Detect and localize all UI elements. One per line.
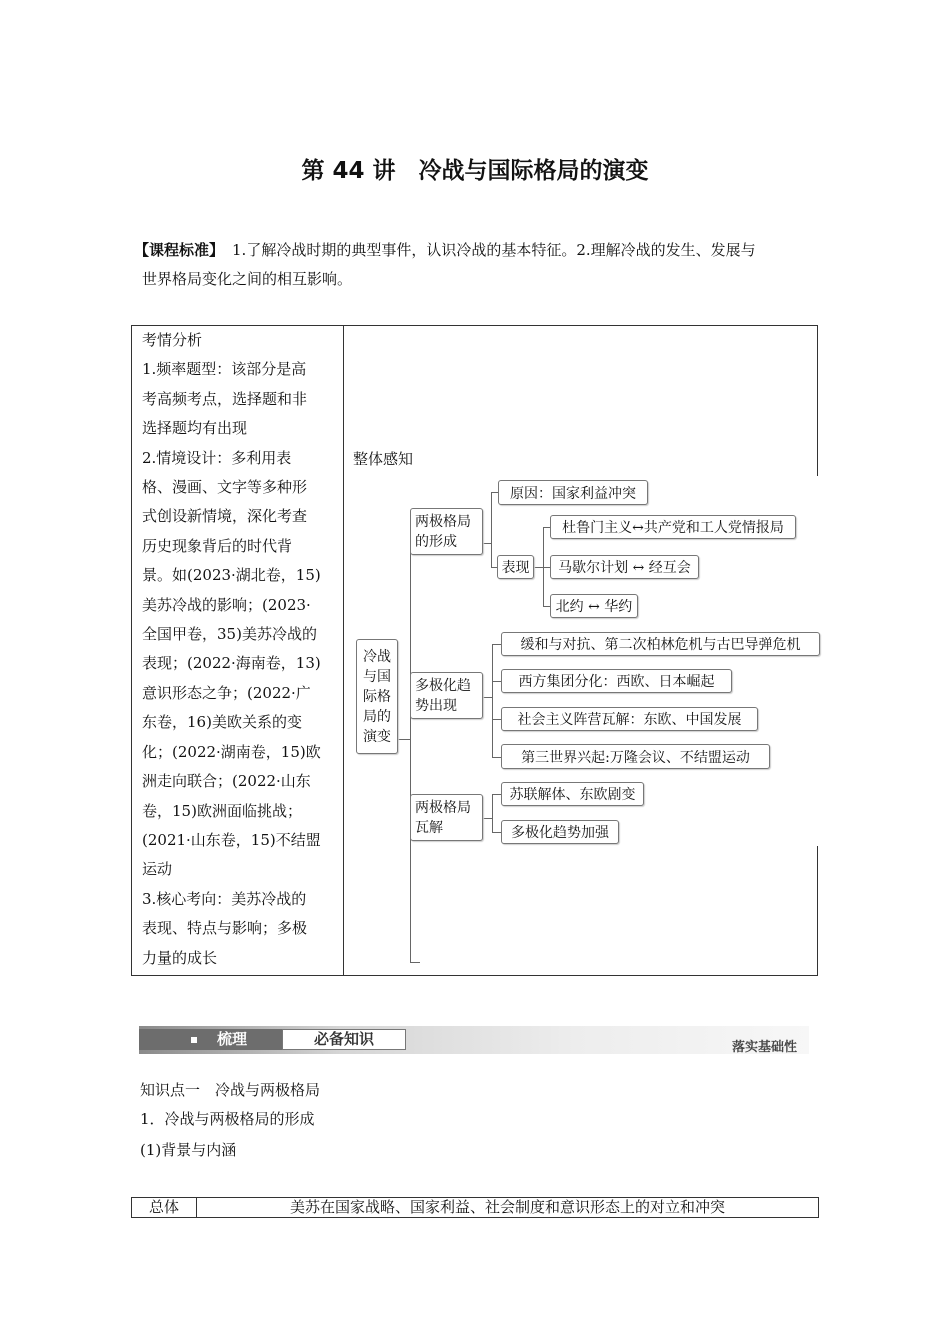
table-row [132,1198,819,1218]
analysis-heading: 考情分析 [142,331,203,349]
node-item: 北约 ↔ 华约 [550,594,638,618]
analysis-line: 卷，15)欧洲面临挑战； [142,801,302,820]
analysis-line: 历史现象背后的时代背 [142,536,293,555]
analysis-line: 2.情境设计：多利用表 [142,448,292,467]
branch-bipolar-collapse: 两极格局瓦解 [410,794,483,841]
banner-tag-foundation: 落实基础性 [731,1040,797,1055]
table-head-cell: 总体 [132,1198,197,1218]
analysis-line: (2021·山东卷，15)不结盟 [142,830,321,849]
root-line: 冷战 [363,648,391,665]
root-line: 演变 [363,728,391,745]
analysis-line: 全国甲卷，35)美苏冷战的 [142,625,317,644]
branch-bipolar-formation: 两极格局的形成 [410,508,483,555]
background-table [131,1197,819,1218]
analysis-line: 3.核心考向：美苏冷战的 [142,889,307,908]
banner-tag-knowledge: 必备知识 [282,1029,406,1050]
branch-multipolar: 多极化趋势出现 [410,672,483,719]
node-item: 杜鲁门主义↔共产党和工人党情报局 [550,515,796,539]
root-line: 与国 [363,668,391,685]
analysis-line: 景。如(2023·湖北卷，15) [142,566,321,585]
node-cause: 原因：国家利益冲突 [498,480,648,505]
standard-label: 【课程标准】 [134,241,225,259]
analysis-line: 1.频率题型：该部分是高 [142,360,307,379]
analysis-line: 意识形态之争；(2022·广 [142,683,311,702]
analysis-line: 力量的成长 [142,948,218,967]
subsection-heading: 1．冷战与两极格局的形成 [140,1110,315,1128]
analysis-line: 化；(2022·湖南卷，15)欧 [142,742,321,761]
root-line: 局的 [363,708,391,725]
banner-tag-sort [139,1029,282,1050]
banner-tag-sort-label: 梳理 [217,1030,248,1048]
course-standard [134,236,824,294]
table-cell: 美苏在国家战略、国家利益、社会制度和意识形态上的对立和冲突 [197,1198,819,1218]
analysis-line: 表现、特点与影响；多极 [142,919,308,938]
analysis-line: 美苏冷战的影响；(2023· [142,595,311,614]
analysis-column [132,326,344,975]
node-item: 西方集团分化：西欧、日本崛起 [501,669,732,693]
analysis-line: 洲走向联合；(2022·山东 [142,772,311,791]
subsection-heading: (1)背景与内涵 [140,1141,237,1159]
standard-line1: 1.了解冷战时期的典型事件，认识冷战的基本特征。2.理解冷战的发生、发展与 [232,241,756,259]
analysis-line: 式创设新情境，深化考查 [142,507,308,526]
node-item: 社会主义阵营瓦解：东欧、中国发展 [501,707,758,731]
page-title: 第 44 讲 冷战与国际格局的演变 [301,158,649,184]
mindmap-root [356,639,398,754]
node-manifestation: 表现 [497,555,534,579]
analysis-line: 表现；(2022·海南卷，13) [142,654,321,673]
knowledge-point-heading: 知识点一 冷战与两极格局 [140,1081,321,1099]
mindmap-column [344,326,817,975]
node-item: 第三世界兴起:万隆会议、不结盟运动 [501,744,770,769]
node-item: 马歇尔计划 ↔ 经互会 [550,555,699,579]
node-item: 多极化趋势加强 [501,820,619,844]
analysis-line: 运动 [142,860,173,879]
overview-table [131,325,818,976]
node-item: 苏联解体、东欧剧变 [501,782,644,806]
root-line: 际格 [363,688,391,705]
section-banner [139,1026,809,1054]
analysis-line: 选择题均有出现 [142,419,248,438]
analysis-line: 东卷，16)美欧关系的变 [142,713,302,732]
standard-line2: 世界格局变化之间的相互影响。 [142,270,353,288]
analysis-line: 格、漫画、文字等多种形 [142,478,308,497]
node-item: 缓和与对抗、第二次柏林危机与古巴导弹危机 [501,632,820,656]
analysis-line: 考高频考点，选择题和非 [142,389,308,408]
mindmap-heading: 整体感知 [353,450,414,468]
